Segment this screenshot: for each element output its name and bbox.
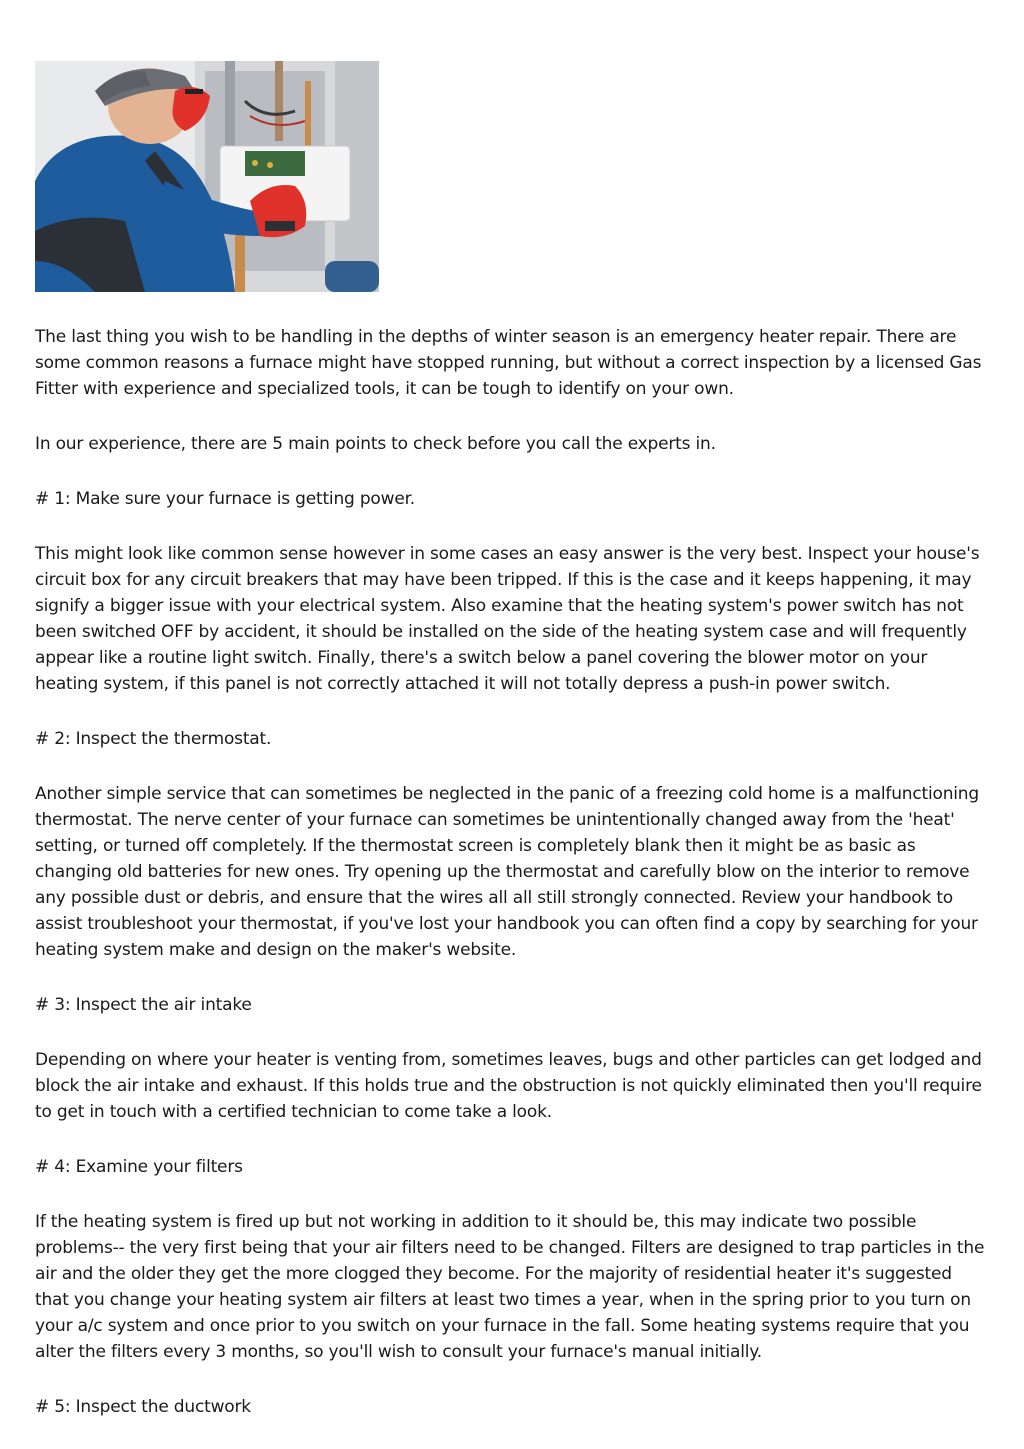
- step-3-heading: # 3: Inspect the air intake: [35, 995, 252, 1015]
- intro-paragraph: The last thing you wish to be handling in the depths of winter season is an emergency heater repair. There are some common reasons a furnace might have stopped running, but without a correct inspection by a licensed Gas Fitter with experience and specialized tools, it can be tough to identify on your own.: [35, 327, 982, 399]
- step-4-paragraph: If the heating system is fired up but not working in addition to it should be, this may indicate two possible problems-- the very first being that your air filters need to be changed. Filters are designed to trap particles in the air and the older they get the more clogged they become. For the majority of residential heater it's suggested that you change your heating system air filters at least two times a year, when in the spring prior to you turn on your a/c system and once prior to you switch on your furnace in the fall. Some heating systems require that you alter the filters every 3 months, so you'll wish to consult your furnace's manual initially.: [35, 1212, 985, 1362]
- step-1-paragraph: This might look like common sense however in some cases an easy answer is the very best. Inspect your house's circuit box for any circuit breakers that may have been tripped. If this is the case and it keeps happening, it may signify a bigger issue with your electrical system. Also examine that the heating system's power switch has not been switched OFF by accident, it should be installed on the side of the heating system case and will frequently appear like a routine light switch. Finally, there's a switch below a panel covering the blower motor on your heating system, if this panel is not correctly attached it will not totally depress a push-in power switch.: [35, 544, 980, 694]
- step-4-heading: # 4: Examine your filters: [35, 1157, 243, 1177]
- step-3-paragraph: Depending on where your heater is venting from, sometimes leaves, bugs and other particles can get lodged and block the air intake and exhaust. If this holds true and the obstruction is not quickly eliminated then you'll require to get in touch with a certified technician to come take a look.: [35, 1050, 982, 1122]
- step-2-heading: # 2: Inspect the thermostat.: [35, 729, 272, 749]
- article-body: [35, 324, 990, 1420]
- furnace-technician-image: [35, 61, 379, 292]
- step-2-paragraph: Another simple service that can sometimes be neglected in the panic of a freezing cold home is a malfunctioning thermostat. The nerve center of your furnace can sometimes be unintentionally changed away from the 'heat' setting, or turned off completely. If the thermostat screen is completely blank then it might be as basic as changing old batteries for new ones. Try opening up the thermostat and carefully blow on the interior to remove any possible dust or debris, and ensure that the wires all all still strongly connected. Review your handbook to assist troubleshoot your thermostat, if you've lost your handbook you can often find a copy by searching for your heating system make and design on the maker's website.: [35, 784, 979, 960]
- article: [35, 61, 990, 1449]
- step-1-heading: # 1: Make sure your furnace is getting power.: [35, 489, 416, 509]
- experience-paragraph: In our experience, there are 5 main points to check before you call the experts in.: [35, 434, 716, 454]
- step-5-heading: # 5: Inspect the ductwork: [35, 1397, 251, 1417]
